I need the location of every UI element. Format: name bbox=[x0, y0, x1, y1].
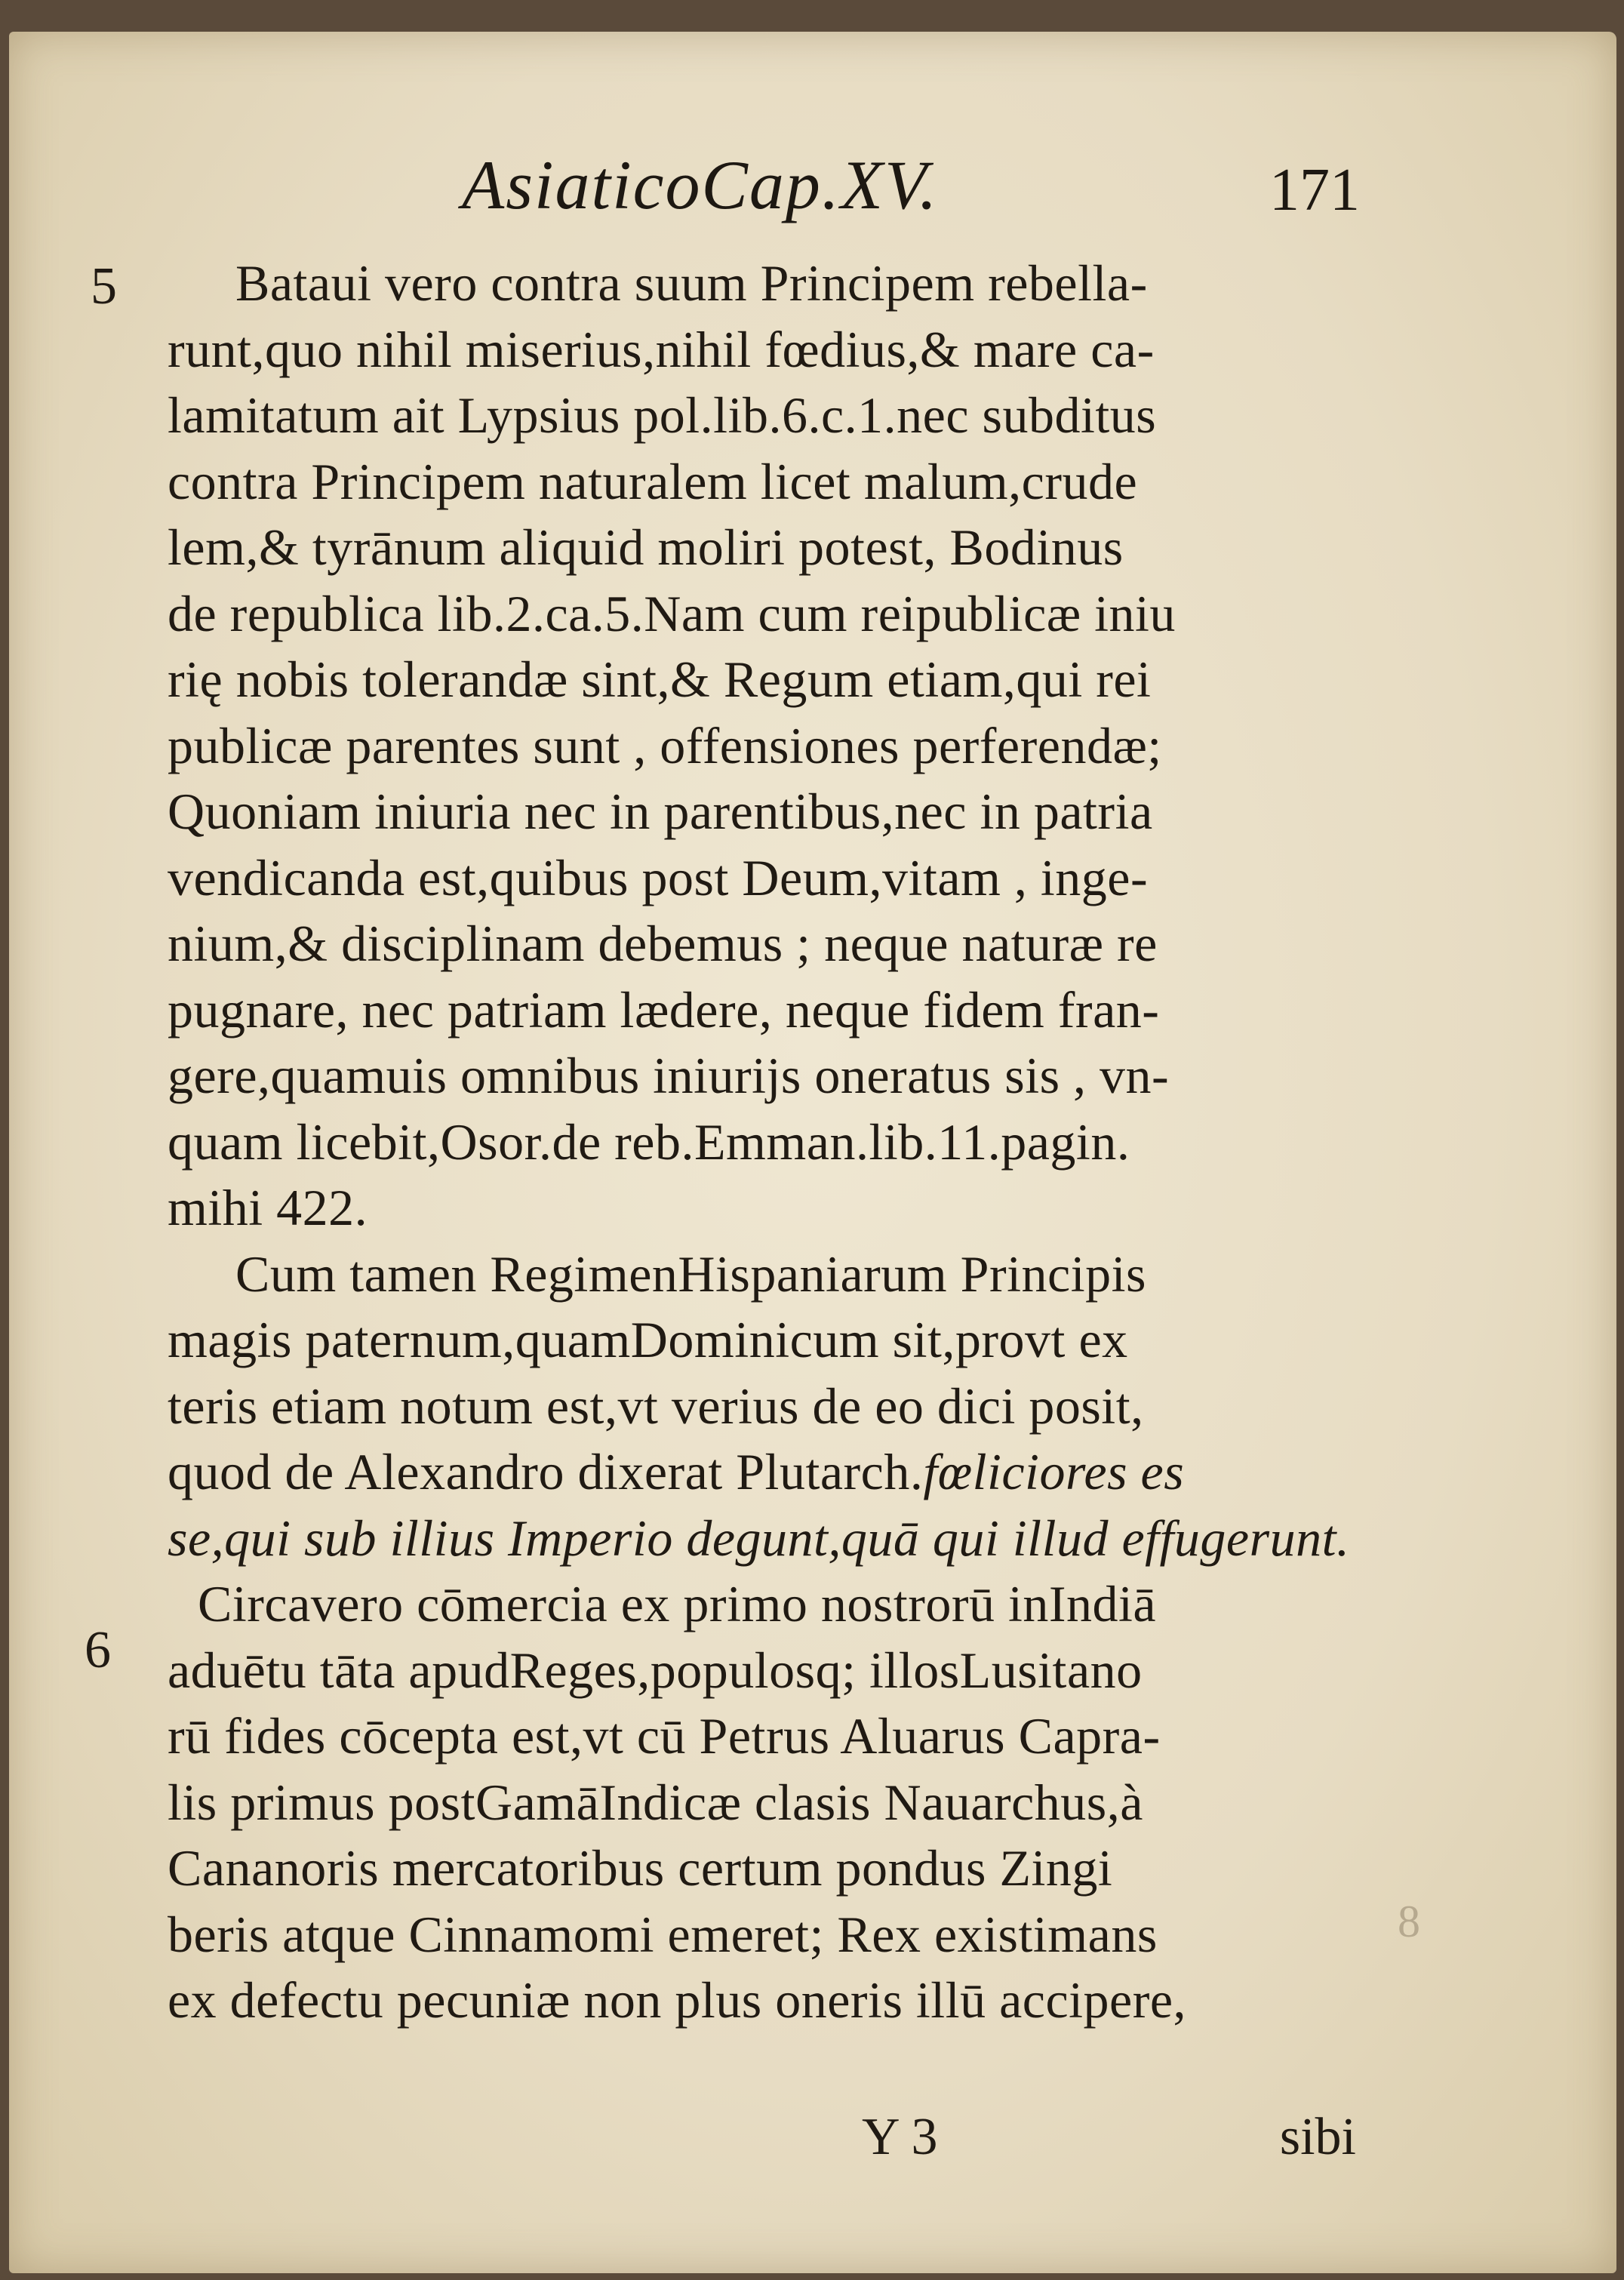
text-line bbox=[168, 1703, 1356, 1770]
running-head: AsiaticoCap.XV. bbox=[462, 146, 939, 223]
line-text: quod de Alexandro dixerat Plutarch. bbox=[168, 1443, 924, 1500]
line-text: rię nobis tolerandæ sint,& Regum etiam,qui rei bbox=[168, 651, 1152, 708]
line-text: runt,quo nihil miserius,nihil fœdius,& mare ca- bbox=[168, 320, 1155, 378]
text-line bbox=[168, 1571, 1356, 1638]
line-text: beris atque Cinnamomi emeret; Rex existimans bbox=[168, 1905, 1158, 1963]
line-text: pugnare, nec patriam lædere, neque fidem fran- bbox=[168, 980, 1160, 1038]
line-text: aduētu tāta apudReges,populosq; illosLusitano bbox=[168, 1641, 1143, 1699]
text-line bbox=[168, 1307, 1356, 1374]
line-text: vendicanda est,quibus post Deum,vitam , inge- bbox=[168, 848, 1149, 906]
text-line bbox=[168, 1109, 1356, 1176]
line-text: nium,& disciplinam debemus ; neque naturæ re bbox=[168, 915, 1158, 972]
margin-number-5: 5 bbox=[91, 257, 117, 315]
text-line bbox=[168, 779, 1356, 845]
text-line bbox=[168, 713, 1356, 780]
text-line bbox=[168, 317, 1356, 383]
text-line bbox=[168, 1242, 1356, 1308]
text-line bbox=[168, 1374, 1356, 1440]
text-line bbox=[168, 1175, 1356, 1242]
body-text bbox=[168, 251, 1356, 2034]
line-text: Bataui vero contra suum Principem rebella- bbox=[235, 254, 1148, 312]
signature-mark: Y 3 bbox=[862, 2108, 938, 2166]
line-text: teris etiam notum est,vt verius de eo dici posit, bbox=[168, 1377, 1144, 1435]
line-text: magis paternum,quamDominicum sit,provt ex bbox=[168, 1311, 1128, 1368]
line-text: ex defectu pecuniæ non plus oneris illū accipere, bbox=[168, 1971, 1187, 2029]
text-line bbox=[168, 1770, 1356, 1836]
line-text: lem,& tyrānum aliquid moliri potest, Bodinus bbox=[168, 518, 1124, 576]
text-line bbox=[168, 845, 1356, 912]
line-text: gere,quamuis omnibus iniurijs oneratus sis , vn- bbox=[168, 1047, 1170, 1104]
margin-number-6: 6 bbox=[85, 1621, 111, 1679]
line-text: quam licebit,Osor.de reb.Emman.lib.11.pagin. bbox=[168, 1112, 1130, 1171]
text-line bbox=[168, 1968, 1356, 2034]
text-line bbox=[168, 1506, 1356, 1572]
line-text: lamitatum ait Lypsius pol.lib.6.c.1.nec subditus bbox=[168, 386, 1157, 444]
edge-mark: 8 bbox=[1398, 1897, 1420, 1946]
italic-quote: se,qui sub illius Imperio degunt,quā qui illud effugerunt. bbox=[168, 1509, 1350, 1567]
text-line bbox=[168, 581, 1356, 648]
line-text: lis primus postGamāIndicæ clasis Nauarchus,à bbox=[168, 1773, 1143, 1831]
line-text: mihi 422. bbox=[168, 1179, 368, 1236]
book-page bbox=[9, 32, 1616, 2273]
line-text: Cananoris mercatoribus certum pondus Zingi bbox=[168, 1839, 1113, 1897]
page-footer bbox=[168, 2107, 1356, 2175]
page-number: 171 bbox=[1269, 157, 1360, 223]
catchword: sibi bbox=[1279, 2108, 1356, 2166]
text-line bbox=[168, 251, 1356, 317]
text-line bbox=[168, 977, 1356, 1044]
text-line bbox=[168, 647, 1356, 713]
line-text: de republica lib.2.ca.5.Nam cum reipublicæ iniu bbox=[168, 584, 1176, 642]
text-line bbox=[168, 1439, 1356, 1506]
line-text: Circavero cōmercia ex primo nostrorū inIndiā bbox=[198, 1575, 1157, 1632]
line-text: Quoniam iniuria nec in parentibus,nec in patria bbox=[168, 783, 1153, 840]
text-line bbox=[168, 1638, 1356, 1704]
text-line bbox=[168, 1835, 1356, 1902]
text-line bbox=[168, 515, 1356, 581]
line-text: rū fides cōcepta est,vt cū Petrus Aluarus Capra- bbox=[168, 1707, 1161, 1765]
line-text: publicæ parentes sunt , offensiones perferendæ; bbox=[168, 716, 1162, 774]
text-line bbox=[168, 1902, 1356, 1968]
text-line bbox=[168, 1043, 1356, 1109]
line-text: contra Principem naturalem licet malum,crude bbox=[168, 452, 1138, 510]
text-line bbox=[168, 383, 1356, 449]
text-line bbox=[168, 449, 1356, 515]
italic-quote: fœliciores es bbox=[923, 1443, 1185, 1500]
text-line bbox=[168, 911, 1356, 977]
line-text: Cum tamen RegimenHispaniarum Principis bbox=[235, 1245, 1146, 1303]
